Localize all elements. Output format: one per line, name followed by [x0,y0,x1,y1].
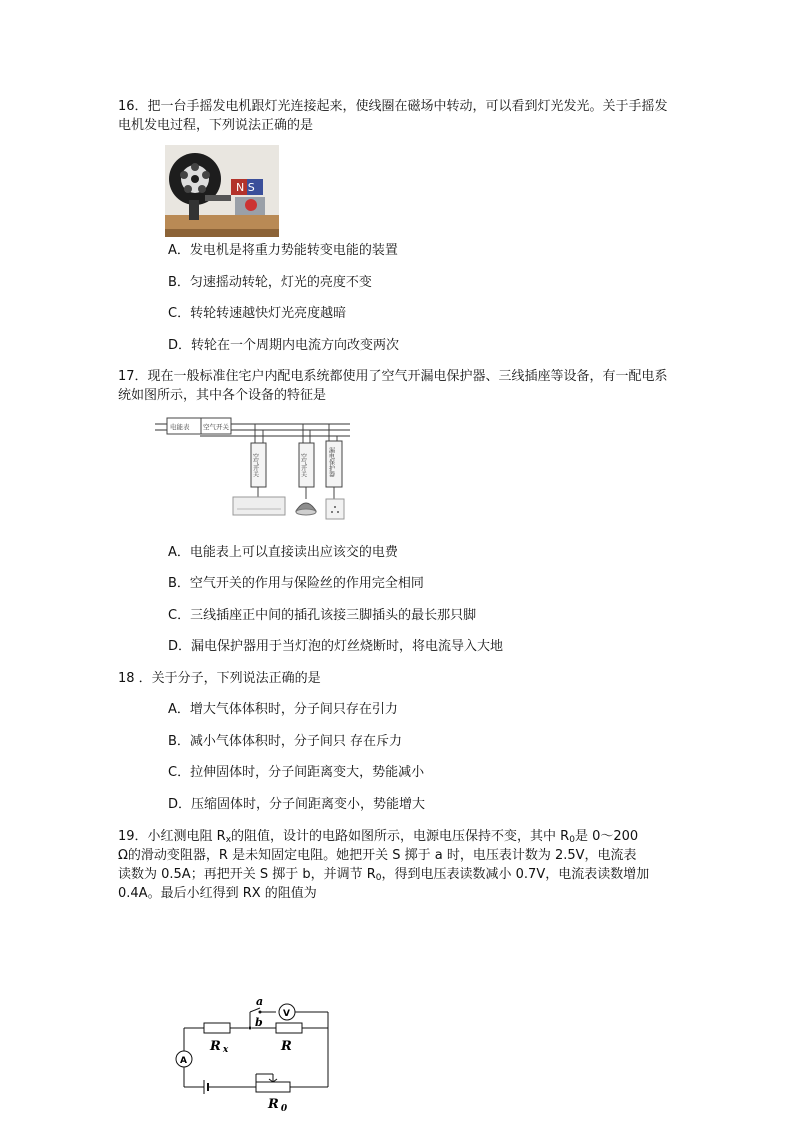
rx-label: R x [210,1039,229,1055]
meter-label: 电能表 [170,423,190,431]
branch1-label: 空气开关 [251,453,259,477]
question-19-line-4: 0.4A。最后小红得到 RX 的阻值为 [118,886,317,901]
r-label: R [281,1039,292,1054]
magnet-label: N S [236,181,255,194]
circuit-diagram [160,990,340,1115]
ammeter-label: A [180,1056,187,1066]
switch-a-label: a [256,995,264,1008]
question-19-line-2: Ω的滑动变阻器，R 是未知固定电阻。她把开关 S 掷于 a 时，电压表计数为 2.5V，电流表 [118,848,637,863]
question-19-line-1: 19．小红测电阻 $R_x$的阻值，设计的电路如图所示，电源电压保持不变，其中 $R_0$是 0～200 [118,829,639,845]
voltmeter-label: V [283,1009,290,1019]
switch-b-label: b [255,1016,263,1029]
q18-option-d: D．压缩固体时，分子间距离变小，势能增大 [168,797,426,812]
hand-generator-photo [165,145,279,237]
q17-option-c: C．三线插座正中间的插孔该接三脚插头的最长那只脚 [168,608,477,623]
q17-option-a: A．电能表上可以直接读出应该交的电费 [168,545,398,560]
main-switch-label: 空气开关 [203,423,229,431]
distribution-system-diagram [155,415,355,520]
q17-option-d: D．漏电保护器用于当灯泡的灯丝烧断时，将电流导入大地 [168,639,504,654]
branch2-label: 空气开关 [299,453,307,477]
question-18-stem: 18 ．关于分子，下列说法正确的是 [118,671,321,686]
q17-option-b: B．空气开关的作用与保险丝的作用完全相同 [168,576,424,591]
q18-option-c: C．拉伸固体时，分子间距离变大，势能减小 [168,765,425,780]
question-17-stem: 17．现在一般标准住宅户内配电系统都使用了空气开漏电保护器、三线插座等设备，有一配电系统如图所示，其中各个设备的特征是 [118,369,668,403]
question-19-line-3: 读数为 0.5A；再把开关 S 掷于 b，并调节 $R_0$，得到电压表读数减小 0.7V，电流表读数增加 [118,867,650,883]
question-16-stem: 16．把一台手摇发电机跟灯光连接起来，使线圈在磁场中转动，可以看到灯光发光。关于手摇发电机发电过程，下列说法正确的是 [118,99,668,133]
q16-option-c: C．转轮转速越快灯光亮度越暗 [168,306,347,321]
q16-option-b: B．匀速摇动转轮，灯光的亮度不变 [168,275,372,290]
q18-option-a: A．增大气体体积时，分子间只存在引力 [168,702,398,717]
q16-option-a: A．发电机是将重力势能转变电能的装置 [168,243,398,258]
r0-label: R $_0$ [268,1097,288,1114]
q18-option-b: B．减小气体体积时，分子间只 存在斥力 [168,734,403,749]
branch3-label: 漏电保护器 [327,447,335,477]
q16-option-d: D．转轮在一个周期内电流方向改变两次 [168,338,400,353]
